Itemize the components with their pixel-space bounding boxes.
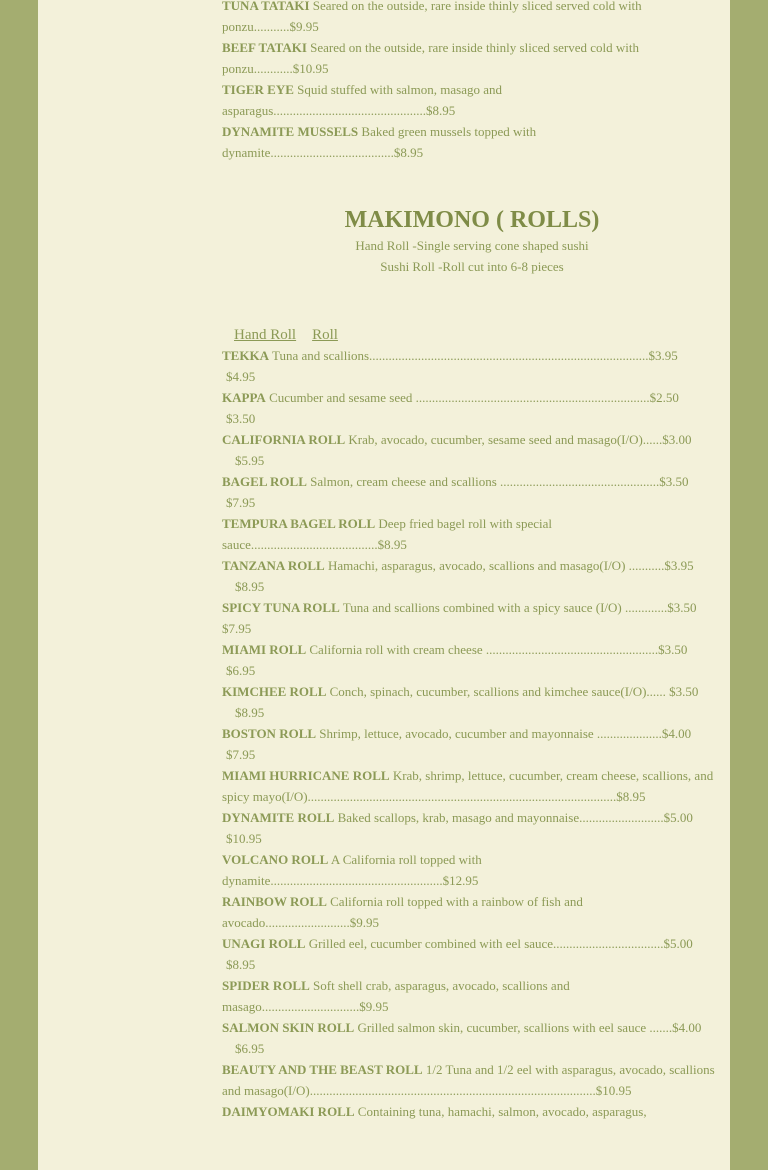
roll-price: $6.95: [235, 1041, 265, 1056]
menu-item-name: MIAMI HURRICANE ROLL: [222, 768, 390, 783]
menu-item-description: Squid stuffed with salmon, masago and asparagus...............................................$8.95: [222, 82, 502, 118]
menu-item-description: Seared on the outside, rare inside thinly sliced served cold with ponzu............$10.95: [222, 40, 640, 76]
menu-content: [222, 0, 722, 1122]
column-headers: [222, 325, 722, 345]
menu-item: [222, 0, 722, 37]
menu-item-name: DYNAMITE ROLL: [222, 810, 335, 825]
roll-price: $7.95: [226, 747, 256, 762]
menu-item-description: Grilled salmon skin, cucumber, scallions with eel sauce .......$4.00: [354, 1020, 702, 1035]
menu-item-name: SPIDER ROLL: [222, 978, 310, 993]
appetizer-list: [222, 0, 722, 163]
menu-item: [222, 975, 722, 1017]
menu-item-name: TANZANA ROLL: [222, 558, 325, 573]
menu-item: [222, 513, 722, 555]
roll-price: $6.95: [226, 663, 256, 678]
menu-item: [222, 681, 722, 723]
menu-item: [222, 429, 722, 471]
menu-item-description: Cucumber and sesame seed ........................................................................$2.50: [265, 390, 679, 405]
menu-item: [222, 1017, 722, 1059]
sushi-roll-note: Sushi Roll -Roll cut into 6-8 pieces: [380, 259, 564, 274]
roll-price: $8.95: [235, 705, 265, 720]
menu-item-name: TUNA TATAKI: [222, 0, 310, 13]
menu-item-description: Soft shell crab, asparagus, avocado, scallions and masago..............................$9.95: [222, 978, 570, 1014]
menu-item-description: Baked green mussels topped with dynamite......................................$8.95: [222, 124, 537, 160]
roll-price: $8.95: [235, 579, 265, 594]
menu-item-description: Seared on the outside, rare inside thinly sliced served cold with ponzu...........$9.95: [222, 0, 642, 34]
menu-item-name: SPICY TUNA ROLL: [222, 600, 340, 615]
menu-item-description: Krab, shrimp, lettuce, cucumber, cream cheese, scallions, and spicy mayo(I/O)...............................................................................................$8.95: [222, 768, 714, 804]
menu-item: [222, 387, 722, 429]
menu-item: [222, 471, 722, 513]
menu-page: [38, 0, 730, 1170]
menu-item-description: Tuna and scallions combined with a spicy sauce (I/O) .............$3.50 $7.95: [222, 600, 697, 636]
roll-price: $10.95: [226, 831, 262, 846]
menu-item-name: CALIFORNIA ROLL: [222, 432, 346, 447]
roll-price: $5.95: [235, 453, 265, 468]
roll-price: $3.50: [226, 411, 256, 426]
menu-item-description: Salmon, cream cheese and scallions .................................................$3.50: [306, 474, 689, 489]
menu-item-description: 1/2 Tuna and 1/2 eel with asparagus, avocado, scallions and masago(I/O)........................................................................................$10.95: [222, 1062, 715, 1098]
menu-item-description: Hamachi, asparagus, avocado, scallions and masago(I/O) ...........$3.95: [324, 558, 694, 573]
menu-item: [222, 37, 722, 79]
menu-item-description: A California roll topped with dynamite.....................................................$12.95: [222, 852, 482, 888]
menu-item-name: KIMCHEE ROLL: [222, 684, 327, 699]
column-hand-roll: Hand Roll: [234, 327, 297, 343]
menu-item: [222, 345, 722, 387]
menu-item-description: California roll topped with a rainbow of fish and avocado..........................$9.95: [222, 894, 583, 930]
menu-item-name: BAGEL ROLL: [222, 474, 307, 489]
roll-price: $7.95: [226, 495, 256, 510]
menu-item-name: RAINBOW ROLL: [222, 894, 327, 909]
menu-item-description: California roll with cream cheese .....................................................$3.50: [306, 642, 688, 657]
menu-item-description: Shrimp, lettuce, avocado, cucumber and mayonnaise ....................$4.00: [316, 726, 692, 741]
roll-list: [222, 345, 722, 1122]
hand-roll-note: Hand Roll -Single serving cone shaped sushi: [355, 238, 589, 253]
menu-item-name: BEEF TATAKI: [222, 40, 307, 55]
menu-item: [222, 555, 722, 597]
menu-item: [222, 807, 722, 849]
column-roll: Roll: [312, 327, 338, 343]
menu-item-name: UNAGI ROLL: [222, 936, 306, 951]
menu-item: [222, 79, 722, 121]
roll-price: $8.95: [226, 957, 256, 972]
menu-item: [222, 849, 722, 891]
menu-item: [222, 765, 722, 807]
menu-item: [222, 933, 722, 975]
menu-item-description: Krab, avocado, cucumber, sesame seed and masago(I/O)......$3.00: [345, 432, 692, 447]
roll-price: $4.95: [226, 369, 256, 384]
menu-item-name: BOSTON ROLL: [222, 726, 317, 741]
menu-item-description: Baked scallops, krab, masago and mayonnaise..........................$5.00: [334, 810, 693, 825]
menu-item-name: SALMON SKIN ROLL: [222, 1020, 355, 1035]
menu-item: [222, 891, 722, 933]
menu-item: [222, 121, 722, 163]
menu-item-description: Grilled eel, cucumber combined with eel sauce..................................$5.00: [305, 936, 693, 951]
menu-item-name: MIAMI ROLL: [222, 642, 307, 657]
menu-item-description: Tuna and scallions......................................................................................$3.95: [268, 348, 678, 363]
menu-item-description: Deep fried bagel roll with special sauce.......................................$8.95: [222, 516, 553, 552]
menu-item: [222, 723, 722, 765]
menu-item: [222, 1059, 722, 1101]
menu-item: [222, 1101, 722, 1122]
menu-item-name: BEAUTY AND THE BEAST ROLL: [222, 1062, 423, 1077]
menu-item-description: Conch, spinach, cucumber, scallions and kimchee sauce(I/O)...... $3.50: [326, 684, 699, 699]
menu-item-name: VOLCANO ROLL: [222, 852, 329, 867]
menu-item: [222, 639, 722, 681]
menu-item-name: DAIMYOMAKI ROLL: [222, 1104, 355, 1119]
menu-item: [222, 597, 722, 639]
menu-item-name: DYNAMITE MUSSELS: [222, 124, 359, 139]
menu-item-name: TEMPURA BAGEL ROLL: [222, 516, 376, 531]
menu-item-name: TIGER EYE: [222, 82, 294, 97]
section-title: MAKIMONO ( ROLLS): [344, 207, 600, 233]
menu-item-name: KAPPA: [222, 390, 266, 405]
menu-item-name: TEKKA: [222, 348, 269, 363]
menu-item-description: Containing tuna, hamachi, salmon, avocado, asparagus,: [354, 1104, 647, 1119]
